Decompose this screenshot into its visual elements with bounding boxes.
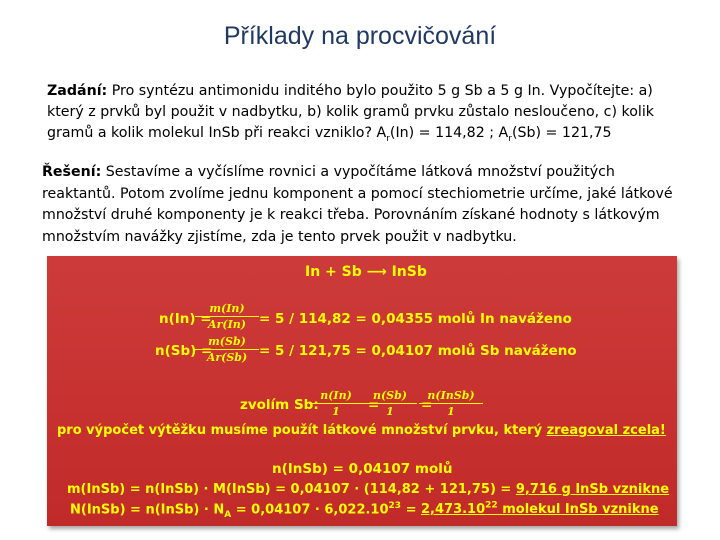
n-molecules-eq: = (401, 502, 421, 518)
exponent: 23 (388, 501, 402, 511)
solution-panel (47, 256, 677, 526)
n-in-label: n(In) = (159, 311, 212, 327)
ratio-in-denominator: 1 (332, 405, 340, 418)
choose-sb-label: zvolím Sb: (240, 397, 319, 413)
reaction-equation: In + Sb ⟶ InSb (305, 264, 427, 280)
ar-subscript: r (386, 133, 390, 144)
fraction-bar (195, 316, 259, 317)
task-label: Zadání: (47, 83, 108, 99)
n-in-result: = 5 / 114,82 = 0,04355 molů In naváženo (259, 311, 572, 327)
n-sb-denominator: Ar(Sb) (206, 351, 248, 364)
n-molecules-answer (421, 502, 659, 517)
fraction-bar (309, 403, 363, 404)
fraction-bar (363, 403, 417, 404)
ar-subscript: r (508, 133, 512, 144)
n-molecules-line (70, 501, 659, 520)
ratio-in-numerator: n(In) (320, 389, 352, 402)
n-in-numerator: m(In) (209, 302, 245, 315)
n-sb-label: n(Sb) = (155, 343, 213, 359)
ratio-sb-numerator: n(Sb) (372, 389, 408, 402)
solution-text (42, 162, 682, 248)
n-molecules-unit: molekul InSb vznikne (497, 502, 659, 518)
equals-sign: = (368, 397, 380, 413)
yield-note-text: pro výpočet výtěžku musíme použít látkové množství prvku, který (57, 423, 547, 438)
n-sb-fraction (195, 335, 259, 364)
ratio-sb-denominator: 1 (386, 405, 394, 418)
n-molecules-value: 2,473.10 (421, 502, 486, 518)
n-molecules-calc-2: = 0,04107 · 6,022.10 (231, 502, 389, 518)
m-insb-calc: m(InSb) = n(InSb) · M(InSb) = 0,04107 · (114,82 + 121,75) = (67, 482, 516, 497)
avogadro-subscript: A (224, 509, 232, 520)
task-ar-sb: (Sb) = 121,75 (511, 125, 612, 141)
ratio-insb-numerator: n(InSb) (427, 389, 475, 402)
equals-sign: = (421, 397, 433, 413)
n-molecules-calc: N(InSb) = n(InSb) · N (70, 502, 225, 518)
solution-body: Sestavíme a vyčíslíme rovnici a vypočítáme látková množství použitých reaktantů. Potom zvolíme jednu komponent a pomocí stechiometrie určíme, jaké látkové množství druhé komponenty je k reakci třeba. Porovnáním získané hodnoty s látkovým množstvím navážky zjistíme, zda je tento prvek použit v nadbytku. (42, 164, 673, 245)
fraction-bar (419, 403, 483, 404)
n-sb-result: = 5 / 121,75 = 0,04107 molů Sb naváženo (259, 343, 577, 359)
n-in-fraction (195, 302, 259, 331)
solution-label: Řešení: (42, 164, 102, 180)
task-body: Pro syntézu antimonidu inditého bylo použito 5 g Sb a 5 g In. Vypočítejte: a) který z prvků byl použit v nadbytku, b) kolik gramů prvku zůstalo nesloučeno, c) kolik gramů a kolik molekul InSb při reakci vzniklo? A (47, 83, 654, 141)
ratio-insb-denominator: 1 (447, 405, 455, 418)
task-text (47, 81, 677, 150)
ratio-sb (363, 389, 417, 418)
exponent: 22 (485, 501, 498, 511)
slide-title: Příklady na procvičování (223, 22, 497, 50)
m-insb-answer: 9,716 g InSb vznikne (515, 482, 670, 497)
ratio-in (309, 389, 363, 418)
n-in-denominator: Ar(In) (208, 318, 246, 331)
m-insb-line (67, 482, 669, 497)
n-insb-result: n(InSb) = 0,04107 molů (272, 461, 453, 477)
n-sb-numerator: m(Sb) (208, 335, 246, 348)
ratio-insb (419, 389, 483, 418)
yield-note-emphasis: zreagoval zcela! (546, 423, 666, 438)
fraction-bar (195, 349, 259, 350)
yield-note (57, 423, 666, 438)
task-ar-in: (In) = 114,82 ; A (389, 125, 509, 141)
